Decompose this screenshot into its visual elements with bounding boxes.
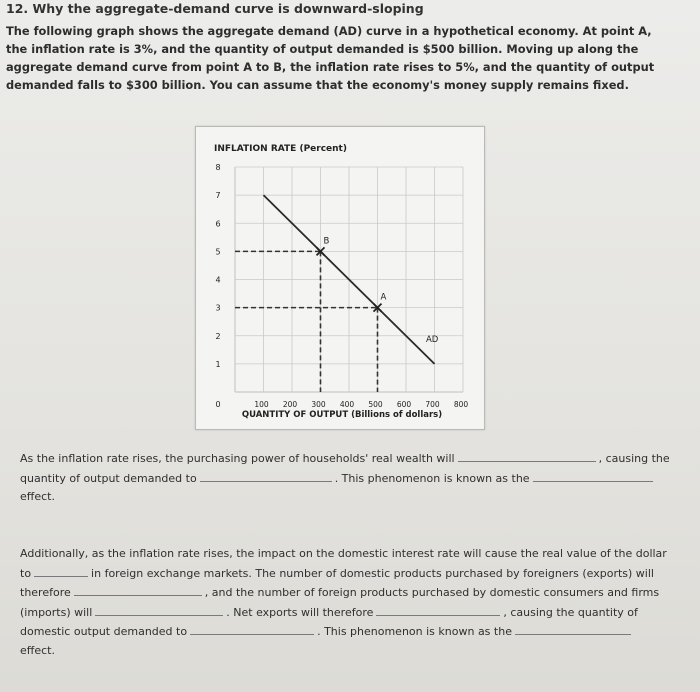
p2-line4-start: (imports) will — [20, 605, 93, 619]
p1-line3: effect. — [20, 490, 55, 503]
ad-curve-label: AD — [425, 334, 439, 345]
y-tick-label: 2 — [215, 331, 221, 341]
y-tick-label: 7 — [215, 191, 221, 201]
exchange-blank-3[interactable] — [95, 603, 223, 616]
y-tick-label: 4 — [215, 275, 221, 285]
origin-label: 0 — [215, 400, 221, 409]
p2-line2-start: to — [20, 566, 32, 580]
p1-line2-end: . This phenomenon is known as the — [334, 471, 530, 485]
wealth-blank-2[interactable] — [200, 469, 332, 482]
wealth-blank-3[interactable] — [533, 469, 653, 482]
exchange-blank-2[interactable] — [74, 583, 202, 596]
exchange-blank-4[interactable] — [376, 603, 500, 616]
wealth-blank-1[interactable] — [458, 449, 596, 462]
y-tick-label: 8 — [215, 163, 221, 172]
p2-line5-end: . This phenomenon is known as the — [317, 625, 512, 638]
x-axis-label: QUANTITY OF OUTPUT (Billions of dollars) — [241, 410, 443, 420]
y-tick-label: 6 — [215, 219, 221, 229]
x-tick-label: 600 — [396, 400, 412, 409]
y-axis-label: INFLATION RATE (Percent) — [214, 144, 347, 154]
question-intro: The following graph shows the aggregate demand (AD) curve in a hypothetical economy. At point A, the inflation rate is 3%, and the quantity of output demanded is $500 billion. Moving up along the aggregate demand curve from point A to B, the inflation rate rises to 5%, and the quantity of output demanded falls to $300 billion. You can assume that the economy's money supply remains fixed. — [6, 24, 655, 92]
p2-line5-start: domestic output demanded to — [20, 625, 188, 638]
p2-line1: Additionally, as the inflation rate rises, the impact on the domestic interest rate will cause the real value of the dollar — [20, 547, 667, 560]
p1-line1-end: , causing the — [598, 452, 670, 465]
y-tick-label: 5 — [215, 247, 221, 257]
p2-line6: effect. — [20, 643, 55, 657]
p2-line3-end: , and the number of foreign products purchased by domestic consumers and firms — [204, 586, 660, 599]
y-tick-label: 3 — [215, 303, 221, 313]
x-tick-label: 700 — [425, 400, 440, 409]
point-label-B: B — [323, 236, 330, 247]
chart-dashed-guides — [235, 251, 378, 392]
chart-tick-labels — [215, 163, 468, 409]
point-label-A: A — [380, 292, 387, 303]
question-title: 12. Why the aggregate-demand curve is downward-sloping — [6, 1, 424, 16]
ad-chart — [195, 126, 485, 430]
ad-chart-svg — [196, 127, 484, 429]
p1-line1-start: As the inflation rate rises, the purchasing power of households' real wealth will — [20, 452, 455, 465]
paragraph-exchange-rate-effect — [20, 545, 680, 660]
x-tick-label: 400 — [339, 400, 355, 409]
p1-line2-start: quantity of output demanded to — [20, 471, 197, 485]
x-tick-label: 200 — [282, 400, 298, 409]
exchange-blank-6[interactable] — [515, 622, 631, 635]
x-tick-label: 500 — [368, 400, 383, 409]
p2-line3-start: therefore — [20, 586, 71, 599]
x-tick-label: 300 — [311, 400, 326, 409]
y-tick-label: 1 — [215, 359, 221, 369]
exchange-blank-1[interactable] — [34, 564, 88, 577]
p2-line4-mid: . Net exports will therefore — [226, 605, 374, 619]
p2-line4-end: , causing the quantity of — [503, 605, 638, 619]
x-tick-label: 100 — [254, 400, 269, 409]
paragraph-wealth-effect — [20, 449, 680, 507]
x-tick-label: 800 — [453, 400, 469, 409]
p2-line2-end: in foreign exchange markets. The number of domestic products purchased by foreigners (exports) will — [91, 566, 654, 580]
exchange-blank-5[interactable] — [190, 622, 314, 635]
